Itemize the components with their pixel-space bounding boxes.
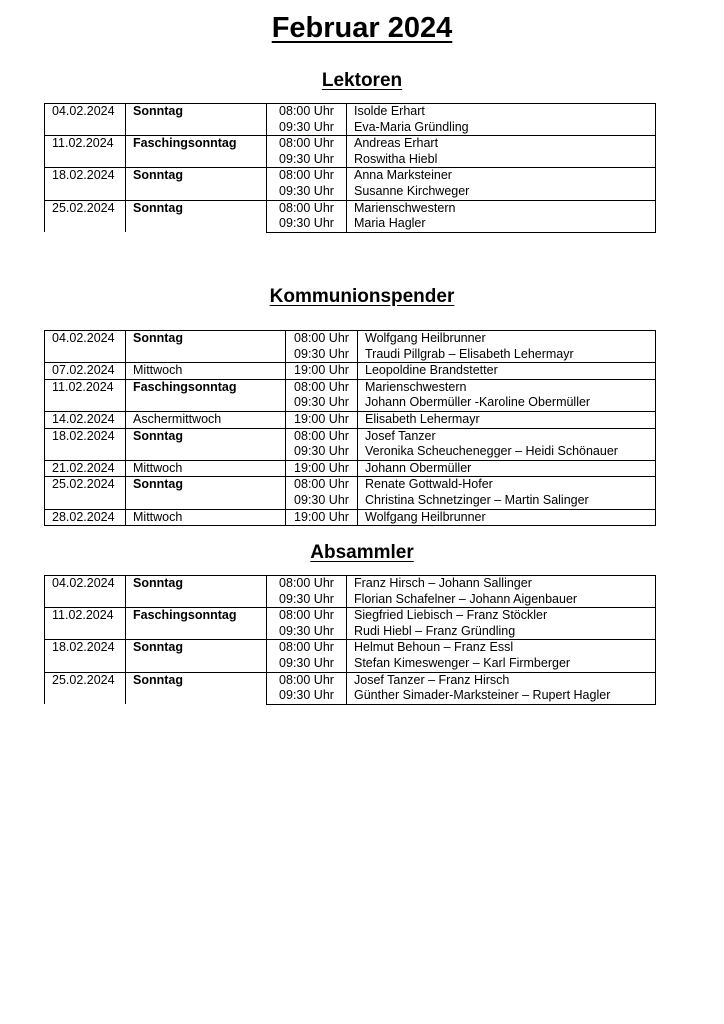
names-text: Marienschwestern — [354, 200, 456, 215]
time-cell — [267, 216, 347, 232]
time-cell — [286, 477, 358, 493]
time-text: 09:30 Uhr — [294, 395, 349, 410]
names-text: Traudi Pillgrab – Elisabeth Lehermayr — [365, 346, 574, 361]
time-text: 09:30 Uhr — [279, 119, 334, 134]
names-cell — [358, 493, 656, 509]
weekday-text: Sonntag — [133, 200, 183, 215]
time-cell — [267, 688, 347, 704]
names-text: Siegfried Liebisch – Franz Stöckler — [354, 608, 548, 623]
time-text: 08:00 Uhr — [279, 136, 334, 151]
schedule-row — [45, 200, 656, 216]
weekday-text: Mittwoch — [133, 363, 183, 378]
names-cell — [358, 509, 656, 526]
names-text: Maria Hagler — [354, 216, 426, 231]
date-cell — [45, 608, 126, 640]
time-text: 09:30 Uhr — [279, 623, 334, 638]
time-text: 08:00 Uhr — [279, 608, 334, 623]
date-text: 11.02.2024 — [52, 136, 114, 151]
names-cell — [347, 576, 656, 592]
absammler-table — [44, 575, 656, 705]
names-cell — [347, 608, 656, 624]
names-text: Susanne Kirchweger — [354, 183, 470, 198]
names-cell — [347, 624, 656, 640]
time-cell — [267, 136, 347, 152]
weekday-cell — [126, 576, 267, 608]
names-text: Anna Marksteiner — [354, 168, 452, 183]
names-text: Florian Schafelner – Johann Aigenbauer — [354, 591, 578, 606]
names-text: Johann Obermüller — [365, 460, 472, 475]
time-text: 08:00 Uhr — [294, 477, 349, 492]
names-cell — [358, 411, 656, 428]
weekday-text: Sonntag — [133, 477, 183, 492]
names-cell — [358, 379, 656, 395]
time-cell — [267, 672, 347, 688]
names-cell — [347, 688, 656, 704]
names-cell — [358, 363, 656, 380]
time-cell — [267, 640, 347, 656]
names-text: Franz Hirsch – Johann Sallinger — [354, 576, 532, 590]
time-text: 09:30 Uhr — [294, 444, 349, 459]
date-cell — [45, 104, 126, 136]
time-text: 09:30 Uhr — [294, 346, 349, 361]
time-text: 08:00 Uhr — [279, 576, 334, 590]
time-text: 08:00 Uhr — [294, 379, 349, 394]
date-cell — [45, 509, 126, 526]
names-text: Wolfgang Heilbrunner — [365, 331, 486, 345]
weekday-cell — [126, 104, 267, 136]
names-cell — [347, 216, 656, 232]
time-text: 09:30 Uhr — [279, 216, 334, 231]
time-text: 09:30 Uhr — [279, 688, 334, 703]
names-text: Isolde Erhart — [354, 104, 425, 118]
page-title: Februar 2024 — [271, 12, 453, 44]
date-cell — [45, 411, 126, 428]
names-cell — [347, 656, 656, 672]
names-cell — [347, 592, 656, 608]
names-cell — [347, 136, 656, 152]
time-cell — [286, 331, 358, 347]
names-cell — [347, 200, 656, 216]
section-heading-lektoren: Lektoren — [321, 70, 403, 91]
time-cell — [267, 184, 347, 200]
time-cell — [286, 363, 358, 380]
time-text: 19:00 Uhr — [294, 411, 349, 426]
weekday-text: Faschingsonntag — [133, 379, 237, 394]
time-cell — [267, 592, 347, 608]
names-cell — [358, 460, 656, 477]
names-text: Andreas Erhart — [354, 136, 439, 151]
time-text: 08:00 Uhr — [279, 672, 334, 687]
weekday-text: Sonntag — [133, 168, 183, 183]
names-text: Elisabeth Lehermayr — [365, 411, 480, 426]
date-cell — [45, 477, 126, 509]
time-text: 09:30 Uhr — [294, 492, 349, 507]
weekday-text: Sonntag — [133, 640, 183, 655]
time-text: 08:00 Uhr — [279, 200, 334, 215]
date-cell — [45, 363, 126, 380]
date-text: 04.02.2024 — [52, 576, 115, 590]
kommunionspender-table — [44, 330, 656, 526]
names-text: Leopoldine Brandstetter — [365, 363, 498, 378]
weekday-cell — [126, 168, 267, 200]
schedule-row — [45, 460, 656, 477]
names-text: Veronika Scheuchenegger – Heidi Schönauer — [365, 444, 618, 459]
date-text: 25.02.2024 — [52, 672, 115, 687]
section-heading-absammler: Absammler — [310, 542, 414, 563]
weekday-text: Sonntag — [133, 104, 183, 118]
weekday-cell — [126, 608, 267, 640]
weekday-text: Mittwoch — [133, 509, 183, 524]
time-cell — [267, 200, 347, 216]
weekday-cell — [126, 509, 286, 526]
weekday-text: Sonntag — [133, 428, 183, 443]
weekday-text: Sonntag — [133, 576, 183, 590]
time-text: 08:00 Uhr — [294, 428, 349, 443]
names-cell — [347, 152, 656, 168]
date-text: 28.02.2024 — [52, 509, 115, 524]
names-cell — [347, 104, 656, 120]
names-cell — [347, 168, 656, 184]
time-cell — [267, 104, 347, 120]
time-cell — [267, 576, 347, 592]
time-cell — [267, 608, 347, 624]
weekday-cell — [126, 477, 286, 509]
time-cell — [267, 624, 347, 640]
time-text: 09:30 Uhr — [279, 591, 334, 606]
time-cell — [286, 493, 358, 509]
weekday-cell — [126, 331, 286, 363]
date-text: 04.02.2024 — [52, 331, 115, 345]
time-cell — [286, 509, 358, 526]
weekday-cell — [126, 411, 286, 428]
names-text: Stefan Kimeswenger – Karl Firmberger — [354, 655, 571, 670]
names-text: Rudi Hiebl – Franz Gründling — [354, 623, 516, 638]
time-text: 09:30 Uhr — [279, 183, 334, 198]
date-cell — [45, 460, 126, 477]
names-text: Johann Obermüller -Karoline Obermüller — [365, 395, 591, 410]
time-text: 19:00 Uhr — [294, 363, 349, 378]
weekday-text: Aschermittwoch — [133, 411, 222, 426]
names-cell — [358, 395, 656, 411]
date-cell — [45, 640, 126, 672]
time-cell — [286, 428, 358, 444]
time-text: 09:30 Uhr — [279, 151, 334, 166]
time-text: 19:00 Uhr — [294, 460, 349, 475]
names-cell — [347, 672, 656, 688]
time-text: 08:00 Uhr — [279, 168, 334, 183]
weekday-text: Faschingsonntag — [133, 608, 237, 623]
names-cell — [358, 444, 656, 460]
schedule-row — [45, 136, 656, 152]
schedule-row — [45, 509, 656, 526]
names-text: Christina Schnetzinger – Martin Salinger — [365, 492, 589, 507]
time-cell — [267, 120, 347, 136]
names-text: Eva-Maria Gründling — [354, 119, 469, 134]
time-cell — [286, 395, 358, 411]
names-text: Roswitha Hiebl — [354, 151, 438, 166]
date-text: 18.02.2024 — [52, 640, 115, 655]
date-cell — [45, 136, 126, 168]
lektoren-table — [44, 103, 656, 233]
schedule-row — [45, 168, 656, 184]
date-text: 18.02.2024 — [52, 428, 115, 443]
names-cell — [358, 428, 656, 444]
names-text: Marienschwestern — [365, 379, 467, 394]
date-text: 21.02.2024 — [52, 460, 115, 475]
names-text: Günther Simader-Marksteiner – Rupert Hagler — [354, 688, 611, 703]
date-text: 25.02.2024 — [52, 477, 115, 492]
names-cell — [358, 477, 656, 493]
time-text: 08:00 Uhr — [279, 104, 334, 118]
names-cell — [347, 640, 656, 656]
weekday-cell — [126, 672, 267, 704]
weekday-text: Mittwoch — [133, 460, 183, 475]
weekday-cell — [126, 428, 286, 460]
names-text: Wolfgang Heilbrunner — [365, 509, 486, 524]
date-text: 25.02.2024 — [52, 200, 115, 215]
time-cell — [267, 656, 347, 672]
date-cell — [45, 379, 126, 411]
schedule-row — [45, 104, 656, 120]
time-cell — [286, 460, 358, 477]
time-text: 08:00 Uhr — [294, 331, 349, 345]
schedule-row — [45, 640, 656, 656]
date-cell — [45, 200, 126, 232]
time-text: 08:00 Uhr — [279, 640, 334, 655]
names-text: Helmut Behoun – Franz Essl — [354, 640, 514, 655]
date-text: 11.02.2024 — [52, 608, 114, 623]
weekday-cell — [126, 640, 267, 672]
weekday-cell — [126, 136, 267, 168]
date-cell — [45, 331, 126, 363]
weekday-text: Sonntag — [133, 672, 183, 687]
date-text: 18.02.2024 — [52, 168, 115, 183]
date-text: 14.02.2024 — [52, 411, 115, 426]
weekday-cell — [126, 379, 286, 411]
date-text: 11.02.2024 — [52, 379, 114, 394]
names-text: Renate Gottwald-Hofer — [365, 477, 493, 492]
schedule-row — [45, 379, 656, 395]
schedule-row — [45, 363, 656, 380]
time-cell — [286, 411, 358, 428]
time-cell — [267, 168, 347, 184]
section-heading-kommunionspender: Kommunionspender — [269, 286, 455, 307]
weekday-text: Faschingsonntag — [133, 136, 237, 151]
schedule-row — [45, 428, 656, 444]
names-cell — [358, 331, 656, 347]
names-cell — [347, 120, 656, 136]
schedule-row — [45, 477, 656, 493]
weekday-cell — [126, 363, 286, 380]
time-cell — [286, 444, 358, 460]
date-text: 04.02.2024 — [52, 104, 115, 118]
date-cell — [45, 672, 126, 704]
schedule-row — [45, 672, 656, 688]
weekday-cell — [126, 200, 267, 232]
date-cell — [45, 576, 126, 608]
time-text: 09:30 Uhr — [279, 655, 334, 670]
time-cell — [286, 347, 358, 363]
schedule-row — [45, 331, 656, 347]
date-cell — [45, 428, 126, 460]
names-text: Josef Tanzer — [365, 428, 436, 443]
time-text: 19:00 Uhr — [294, 509, 349, 524]
names-cell — [347, 184, 656, 200]
schedule-row — [45, 576, 656, 592]
schedule-row — [45, 608, 656, 624]
weekday-text: Sonntag — [133, 331, 183, 345]
date-cell — [45, 168, 126, 200]
names-text: Josef Tanzer – Franz Hirsch — [354, 672, 510, 687]
weekday-cell — [126, 460, 286, 477]
names-cell — [358, 347, 656, 363]
time-cell — [267, 152, 347, 168]
schedule-row — [45, 411, 656, 428]
date-text: 07.02.2024 — [52, 363, 115, 378]
time-cell — [286, 379, 358, 395]
